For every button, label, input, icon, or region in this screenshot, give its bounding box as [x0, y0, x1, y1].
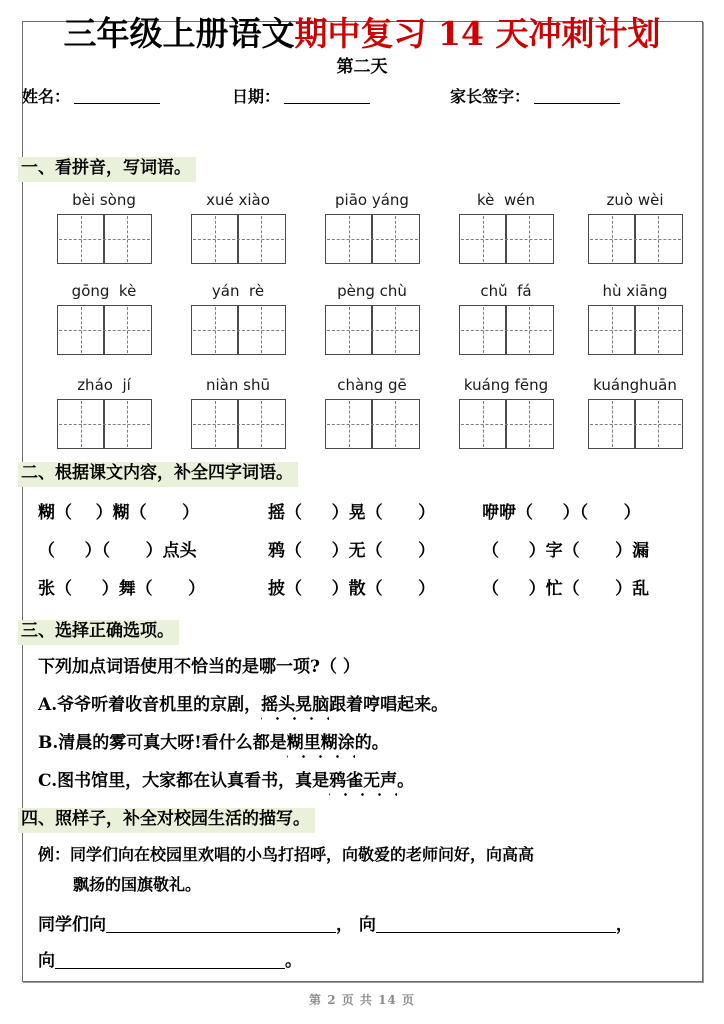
idiom-blank-item[interactable]: 鸦（ ）无（ ）: [268, 541, 436, 561]
guide-vertical-right: [395, 216, 396, 262]
example-line-2: 飘扬的国旗敬礼。: [73, 875, 202, 894]
pinyin-text: kè wén: [477, 191, 535, 209]
tianzige-box[interactable]: [459, 399, 554, 449]
date-field-group[interactable]: [232, 84, 370, 107]
student-info-row: [0, 84, 724, 110]
idiom-row-2: [0, 534, 724, 568]
tianzige-box[interactable]: [191, 305, 286, 355]
guide-horizontal: [590, 330, 681, 331]
guide-vertical-left: [215, 307, 216, 353]
guide-vertical-left: [612, 307, 613, 353]
pinyin-item: [441, 190, 571, 264]
guide-vertical-left: [483, 216, 484, 262]
pinyin-text: chǔ fá: [480, 282, 532, 300]
guide-vertical-left: [612, 216, 613, 262]
guide-vertical-right: [261, 307, 262, 353]
tianzige-box[interactable]: [325, 214, 420, 264]
guide-horizontal: [193, 239, 284, 240]
guide-horizontal: [461, 239, 552, 240]
answer-blank-3[interactable]: [55, 968, 285, 969]
option-c-suffix: 。: [397, 771, 415, 791]
tianzige-box[interactable]: [325, 399, 420, 449]
pinyin-text: gōng kè: [71, 282, 137, 300]
option-c[interactable]: [38, 771, 414, 791]
guide-vertical-right: [127, 401, 128, 447]
answer-blank-1[interactable]: [106, 932, 336, 933]
option-c-prefix: C.图书馆里，大家都在认真看书，真是: [38, 771, 330, 791]
name-blank[interactable]: [74, 103, 160, 104]
tianzige-box[interactable]: [325, 305, 420, 355]
guide-vertical-right: [658, 307, 659, 353]
idiom-blank-item[interactable]: 披（ ）散（ ）: [268, 579, 436, 599]
guide-vertical-right: [658, 216, 659, 262]
pinyin-item: [173, 190, 303, 264]
guide-vertical-left: [215, 401, 216, 447]
guide-vertical-right: [395, 307, 396, 353]
guide-vertical-left: [483, 307, 484, 353]
guide-vertical-left: [81, 401, 82, 447]
guide-vertical-left: [612, 401, 613, 447]
idiom-blank-item[interactable]: 摇（ ）晃（ ）: [268, 503, 436, 523]
answer-line-2[interactable]: [38, 951, 302, 971]
guide-horizontal: [59, 330, 150, 331]
tianzige-box[interactable]: [191, 214, 286, 264]
guide-vertical-right: [261, 401, 262, 447]
pinyin-text: bèi sòng: [72, 191, 136, 209]
option-a-suffix: 跟着哼唱起来。: [329, 695, 449, 715]
section-1-heading: 一、看拼音，写词语。: [18, 157, 196, 182]
pinyin-item: [173, 281, 303, 355]
tianzige-box[interactable]: [588, 214, 683, 264]
guide-horizontal: [59, 239, 150, 240]
page-title: [0, 8, 724, 55]
pinyin-text: chàng gē: [337, 376, 407, 394]
pinyin-item: [570, 375, 700, 449]
guide-vertical-left: [349, 216, 350, 262]
guide-horizontal: [590, 424, 681, 425]
answer-line-1-tail: ，: [615, 915, 633, 935]
tianzige-box[interactable]: [191, 399, 286, 449]
guide-horizontal: [461, 330, 552, 331]
idiom-blank-item[interactable]: 咿咿（ ）（ ）: [482, 503, 641, 523]
guide-vertical-left: [215, 216, 216, 262]
idiom-blank-item[interactable]: 张（ ）舞（ ）: [38, 579, 206, 599]
date-label: 日期：: [232, 87, 281, 106]
date-blank[interactable]: [284, 103, 370, 104]
pinyin-item: [307, 375, 437, 449]
guide-vertical-right: [529, 216, 530, 262]
guide-vertical-left: [81, 307, 82, 353]
answer-line-1[interactable]: [38, 915, 633, 935]
pinyin-row-3: [0, 375, 724, 463]
name-label: 姓名：: [22, 87, 71, 106]
guide-horizontal: [193, 330, 284, 331]
guide-horizontal: [193, 424, 284, 425]
pinyin-text: zuò wèi: [606, 191, 664, 209]
guide-horizontal: [59, 424, 150, 425]
tianzige-box[interactable]: [459, 214, 554, 264]
tianzige-box[interactable]: [57, 214, 152, 264]
pinyin-text: xué xiào: [206, 191, 270, 209]
pinyin-text: pèng chù: [337, 282, 407, 300]
signature-blank[interactable]: [534, 103, 620, 104]
signature-label: 家长签字：: [450, 87, 531, 106]
option-c-marked-word: 鸦雀无声: [329, 771, 398, 791]
pinyin-row-1: [0, 190, 724, 278]
page-subtitle: 第二天: [336, 57, 388, 77]
guide-horizontal: [590, 239, 681, 240]
section-2-heading: 二、根据课文内容，补全四字词语。: [18, 462, 298, 487]
option-b-suffix: 的。: [354, 733, 389, 753]
idiom-row-1: [0, 496, 724, 530]
guide-vertical-right: [261, 216, 262, 262]
tianzige-box[interactable]: [459, 305, 554, 355]
tianzige-box[interactable]: [588, 305, 683, 355]
name-field-group[interactable]: [22, 84, 160, 107]
option-a-prefix: A.爷爷听着收音机里的京剧，: [38, 695, 262, 715]
guide-horizontal: [327, 239, 418, 240]
pinyin-item: [441, 281, 571, 355]
tianzige-box[interactable]: [588, 399, 683, 449]
pinyin-text: yán rè: [211, 282, 265, 300]
idiom-blank-item[interactable]: （ ）（ ）点头: [38, 541, 197, 561]
pinyin-text: zháo jí: [77, 376, 131, 394]
option-a-marked-word: 摇头晃脑: [261, 695, 330, 715]
guide-horizontal: [327, 424, 418, 425]
guide-vertical-left: [483, 401, 484, 447]
guide-vertical-left: [349, 307, 350, 353]
tianzige-box[interactable]: [57, 399, 152, 449]
option-b-marked-word: 糊里糊涂: [286, 733, 355, 753]
pinyin-item: [307, 281, 437, 355]
pinyin-text: niàn shū: [206, 376, 270, 394]
title-black-part: 三年级上册语文: [63, 14, 295, 53]
guide-horizontal: [327, 330, 418, 331]
section-3-prompt[interactable]: 下列加点词语使用不恰当的是哪一项?（ ）: [38, 657, 360, 677]
title-red-part: 期中复习 14 天冲刺计划: [294, 14, 661, 53]
pinyin-item: [39, 375, 169, 449]
guide-vertical-right: [529, 307, 530, 353]
example-line-1: 例：同学们向在校园里欢唱的小鸟打招呼，向敬爱的老师问好，向高高: [38, 845, 535, 864]
option-b-prefix: B.清晨的雾可真大呀!看什么都是: [38, 733, 287, 753]
guide-horizontal: [461, 424, 552, 425]
answer-line-2-tail: 。: [285, 951, 302, 971]
pinyin-item: [570, 281, 700, 355]
pinyin-item: [39, 281, 169, 355]
page-footer: 第 2 页 共 14 页: [309, 993, 415, 1007]
pinyin-row-2: [0, 281, 724, 369]
option-b[interactable]: [38, 733, 389, 753]
guide-vertical-right: [395, 401, 396, 447]
option-a[interactable]: [38, 695, 448, 715]
answer-line-2-lead: 向: [38, 951, 55, 971]
guide-vertical-right: [658, 401, 659, 447]
pinyin-text: hù xiāng: [602, 282, 668, 300]
pinyin-item: [307, 190, 437, 264]
section-3-heading: 三、选择正确选项。: [18, 620, 179, 645]
pinyin-item: [570, 190, 700, 264]
section-4-heading: 四、照样子，补全对校园生活的描写。: [18, 808, 315, 833]
pinyin-text: kuáng fēng: [463, 376, 549, 394]
idiom-blank-item[interactable]: （ ）忙（ ）乱: [482, 579, 650, 599]
guide-vertical-right: [127, 216, 128, 262]
guide-vertical-right: [127, 307, 128, 353]
answer-blank-2[interactable]: [376, 932, 616, 933]
pinyin-text: kuánghuān: [593, 376, 677, 394]
answer-line-1-lead: 同学们向: [38, 915, 106, 935]
answer-line-1-mid: ， 向: [336, 915, 376, 935]
pinyin-text: piāo yáng: [335, 191, 409, 209]
signature-field-group[interactable]: [450, 84, 620, 107]
idiom-blank-item[interactable]: （ ）字（ ）漏: [482, 541, 650, 561]
tianzige-box[interactable]: [57, 305, 152, 355]
guide-vertical-left: [349, 401, 350, 447]
idiom-row-3: [0, 572, 724, 606]
pinyin-item: [173, 375, 303, 449]
idiom-blank-item[interactable]: 糊（ ）糊（ ）: [38, 503, 200, 523]
guide-vertical-left: [81, 216, 82, 262]
pinyin-item: [39, 190, 169, 264]
pinyin-item: [441, 375, 571, 449]
guide-vertical-right: [529, 401, 530, 447]
